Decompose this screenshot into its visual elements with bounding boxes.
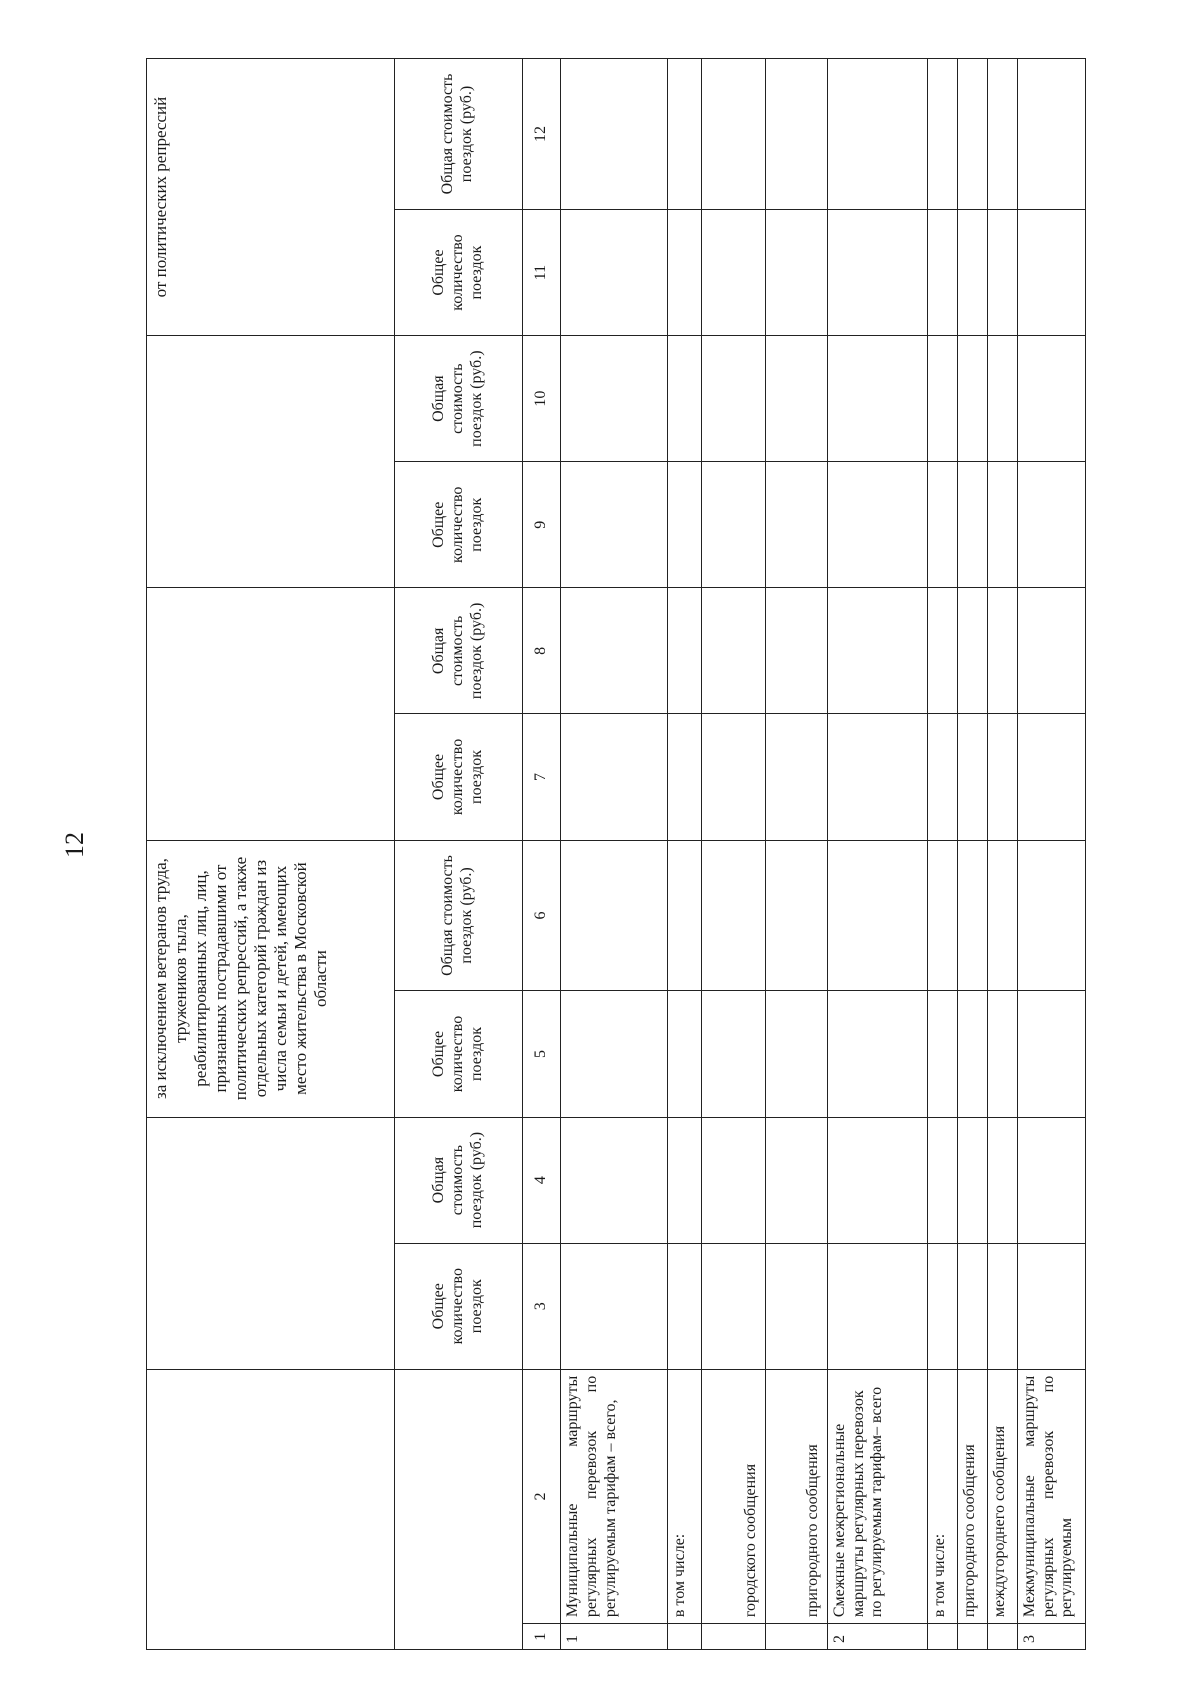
header-group-c	[147, 588, 395, 840]
row-number: 3	[1017, 1624, 1085, 1650]
table-row	[1017, 59, 1085, 1650]
row-number	[701, 1624, 765, 1650]
col-number: 6	[522, 840, 560, 991]
col11-header: Общее количество поездок	[394, 209, 522, 335]
col-number: 7	[522, 714, 560, 840]
row-number	[667, 1624, 701, 1650]
header-sub-corner	[394, 1369, 522, 1649]
rotated-table-wrapper	[146, 58, 1086, 1650]
table-row	[701, 59, 765, 1650]
col10-header: Общая стоимость поездок (руб.)	[394, 336, 522, 462]
header-group-a	[147, 1117, 395, 1369]
col-number: 3	[522, 1243, 560, 1369]
trips-statistics-table	[146, 58, 1086, 1650]
row-label: Муниципальные маршруты регулярных перевозок по регулируемым тарифам – всего,	[560, 1369, 667, 1623]
table-row	[667, 59, 701, 1650]
col12-header: Общая стоимость поездок (руб.)	[394, 59, 522, 210]
header-group-d	[147, 336, 395, 588]
col-number: 12	[522, 59, 560, 210]
col-number: 10	[522, 336, 560, 462]
row-label: Смежные межрегиональные маршруты регулярных перевозок по регулируемым тарифам– всего	[827, 1369, 927, 1623]
col-number: 11	[522, 209, 560, 335]
page-number: 12	[60, 832, 89, 858]
table-row	[560, 59, 667, 1650]
row-label: городского сообщения	[701, 1369, 765, 1623]
row-number: 2	[827, 1624, 927, 1650]
row-label: междугороднего сообщения	[987, 1369, 1017, 1623]
col-number: 1	[522, 1624, 560, 1650]
table-row	[928, 59, 958, 1650]
row-label: в том числе:	[667, 1369, 701, 1623]
row-label: в том числе:	[928, 1369, 958, 1623]
row-label: Межмуниципальные маршруты регулярных перевозок по регулируемым	[1017, 1369, 1085, 1623]
row-number	[987, 1624, 1017, 1650]
col-number: 4	[522, 1117, 560, 1243]
table-row	[827, 59, 927, 1650]
col3-header: Общее количество поездок	[394, 1243, 522, 1369]
report-table-area	[146, 58, 1086, 1650]
header-group-e: от политических репрессий	[147, 59, 395, 336]
header-group-b: за исключением ветеранов труда, тружеников тыла, реабилитированных лиц, лиц, признанных пострадавшими от политических репрессий, а также отдельных категорий граждан из числа семьи и детей, имеющих место жительства в Московской области	[147, 840, 395, 1117]
col7-header: Общее количество поездок	[394, 714, 522, 840]
row-label: пригородного сообщения	[765, 1369, 827, 1623]
column-numbers-row	[522, 59, 560, 1650]
row-number	[957, 1624, 987, 1650]
row-number: 1	[560, 1624, 667, 1650]
col-number: 5	[522, 991, 560, 1117]
col-number: 2	[522, 1369, 560, 1623]
header-corner	[147, 1369, 395, 1649]
col8-header: Общая стоимость поездок (руб.)	[394, 588, 522, 714]
header-sub-row	[394, 59, 522, 1650]
col4-header: Общая стоимость поездок (руб.)	[394, 1117, 522, 1243]
table-row	[957, 59, 987, 1650]
table-row	[765, 59, 827, 1650]
row-number	[765, 1624, 827, 1650]
col-number: 9	[522, 462, 560, 588]
table-row	[987, 59, 1017, 1650]
col-number: 8	[522, 588, 560, 714]
row-label: пригородного сообщения	[957, 1369, 987, 1623]
row-number	[928, 1624, 958, 1650]
col6-header: Общая стоимость поездок (руб.)	[394, 840, 522, 991]
col9-header: Общее количество поездок	[394, 462, 522, 588]
header-group-row	[147, 59, 395, 1650]
col5-header: Общее количество поездок	[394, 991, 522, 1117]
